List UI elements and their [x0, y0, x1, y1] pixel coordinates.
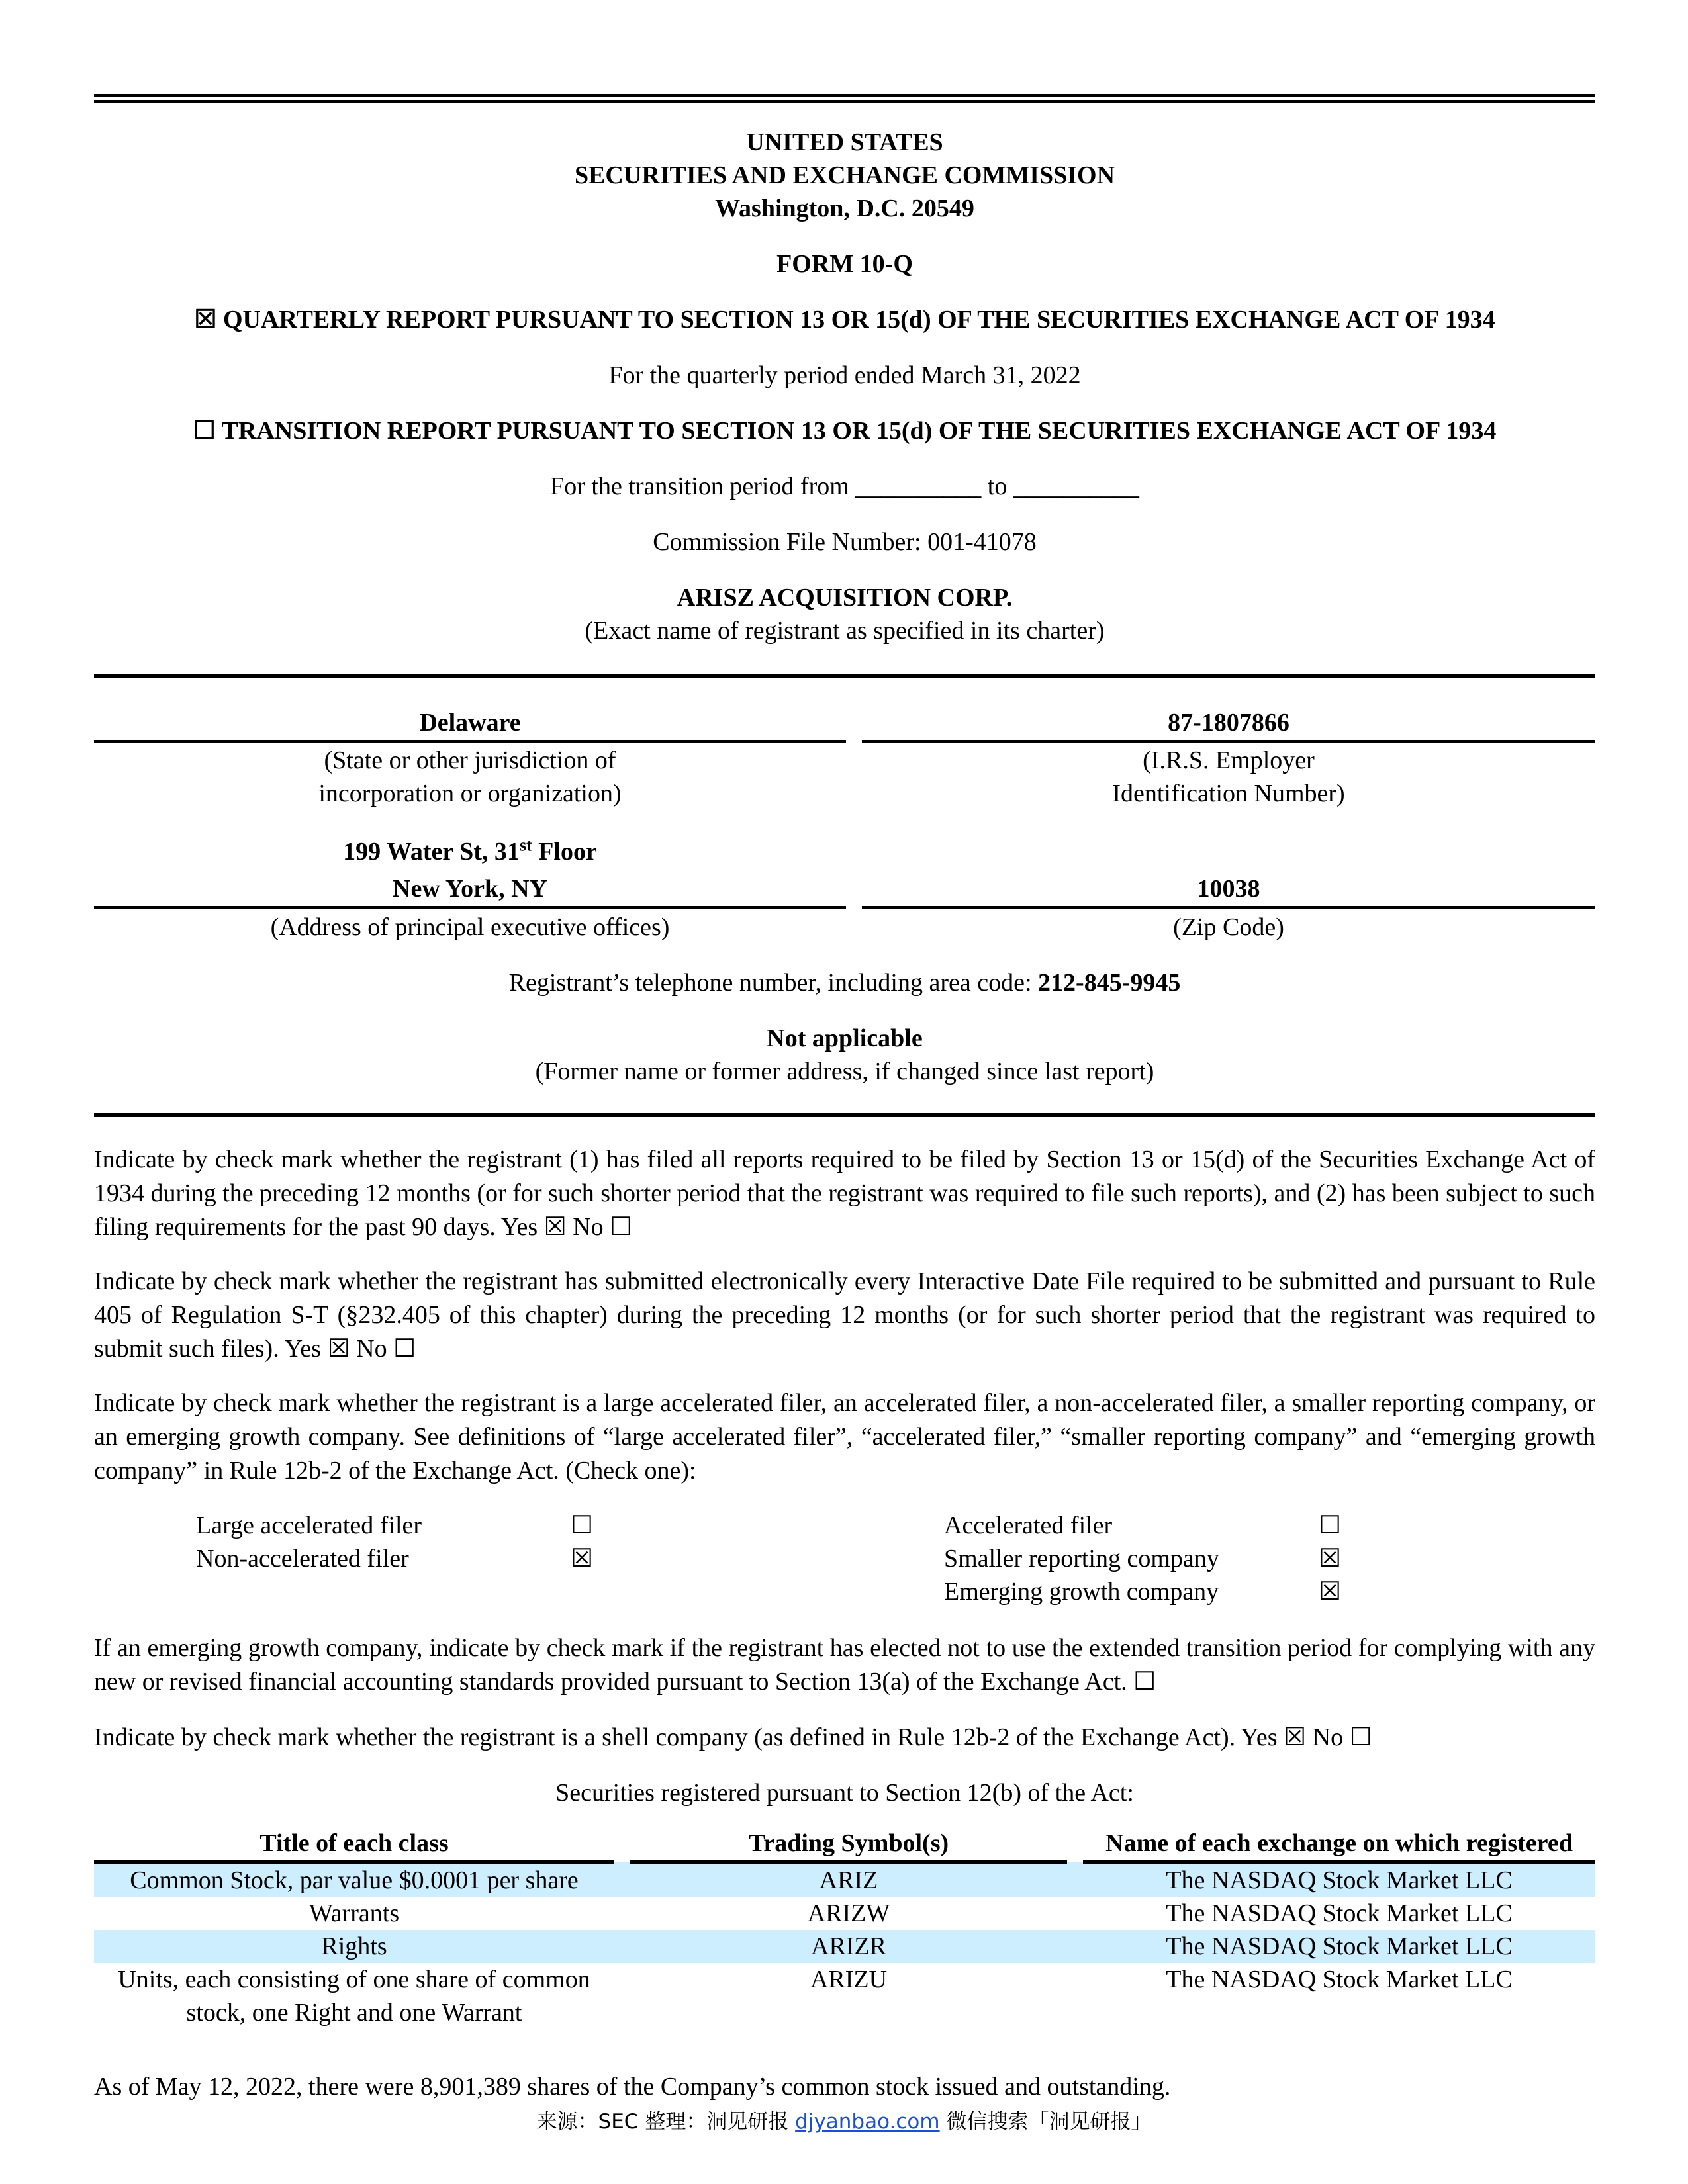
securities-table: [94, 1827, 1595, 2029]
telephone-label: Registrant’s telephone number, including area code:: [508, 969, 1039, 997]
smaller-reporting-company-checkbox[interactable]: ☒: [1319, 1545, 1342, 1572]
row-symbol: ARIZ: [630, 1862, 1067, 1897]
telephone-number: 212-845-9945: [1038, 969, 1181, 997]
non-accelerated-filer-label: Non-accelerated filer: [196, 1545, 409, 1572]
zip-underline: [862, 906, 1595, 909]
header-line-3: Washington, D.C. 20549: [715, 195, 974, 222]
form-type: FORM 10-Q: [776, 250, 913, 278]
footer-prefix: 来源：SEC 整理：洞见研报: [536, 2110, 796, 2134]
quarterly-report-line: [94, 303, 1595, 336]
row-title: Rights: [94, 1930, 614, 1963]
securities-table-header: [94, 1827, 1595, 1862]
row-symbol: ARIZU: [810, 1966, 888, 1993]
row-title: Common Stock, par value $0.0001 per share: [94, 1862, 614, 1897]
ein-caption-1: (I.R.S. Employer: [1143, 747, 1315, 774]
section-rule-2: [94, 1113, 1595, 1117]
emerging-growth-company-label: Emerging growth company: [944, 1578, 1219, 1606]
row-symbol: ARIZW: [807, 1899, 890, 1927]
registrant-name-caption: (Exact name of registrant as specified in its charter): [585, 617, 1105, 645]
accelerated-filer-label: Accelerated filer: [944, 1512, 1113, 1539]
ein-underline: [862, 740, 1595, 743]
row-exchange: The NASDAQ Stock Market LLC: [1083, 1862, 1595, 1897]
transition-period: For the transition period from __________ to __________: [550, 473, 1139, 500]
source-footer: [0, 2109, 1688, 2135]
large-accelerated-filer-checkbox[interactable]: ☐: [571, 1512, 594, 1539]
former-name-caption: (Former name or former address, if changed since last report): [535, 1058, 1154, 1085]
accelerated-filer-checkbox[interactable]: ☐: [1319, 1512, 1342, 1539]
address-line-2: New York, NY: [393, 875, 547, 903]
paragraph-filer-type: Indicate by check mark whether the registrant is a large accelerated filer, an accelerated filer, a non-accelerated filer, a smaller reporting company, or an emerging growth company. See definitions of “large accelerated filer”, “accelerated filer,” “smaller reporting company” and “emerging growth company” in Rule 12b-2 of the Exchange Act. (Check one):: [94, 1389, 1595, 1484]
row-exchange: The NASDAQ Stock Market LLC: [1166, 1899, 1513, 1927]
commission-file-number: Commission File Number: 001-41078: [653, 528, 1037, 556]
header-line-1: UNITED STATES: [746, 128, 943, 156]
paragraph-shell-company: Indicate by check mark whether the registrant is a shell company (as defined in Rule 12b-2 of the Exchange Act). Yes ☒ No ☐: [94, 1723, 1372, 1751]
row-exchange: The NASDAQ Stock Market LLC: [1083, 1930, 1595, 1963]
telephone-line: [94, 966, 1595, 999]
state-of-incorporation: Delaware: [419, 709, 521, 737]
registrant-name: ARISZ ACQUISITION CORP.: [677, 584, 1013, 612]
securities-registered-heading: Securities registered pursuant to Section 12(b) of the Act:: [555, 1779, 1134, 1807]
state-caption-2: incorporation or organization): [318, 780, 622, 807]
header-exchange: Name of each exchange on which registered: [1083, 1827, 1595, 1862]
quarterly-label: QUARTERLY REPORT PURSUANT TO SECTION 13 OR 15(d) OF THE SECURITIES EXCHANGE ACT OF 1934: [222, 306, 1495, 334]
table-row: [94, 1930, 1595, 1963]
address-caption: (Address of principal executive offices): [270, 913, 670, 941]
shares-outstanding: As of May 12, 2022, there were 8,901,389 shares of the Company’s common stock issued and outstanding.: [94, 2073, 1171, 2101]
header-title-of-class: Title of each class: [94, 1827, 614, 1862]
ein-caption-2: Identification Number): [1112, 780, 1345, 807]
quarterly-period: For the quarterly period ended March 31, 2022: [608, 361, 1081, 389]
transition-report-line: [94, 414, 1595, 447]
top-rule-second: [94, 100, 1595, 103]
former-name: Not applicable: [767, 1024, 923, 1052]
paragraph-emerging-growth: If an emerging growth company, indicate by check mark if the registrant has elected not to use the extended transition period for complying with any new or revised financial accounting standards provided pursuant to Section 13(a) of the Exchange Act. ☐: [94, 1634, 1595, 1696]
address-line-1: 199 Water St, 31st Floor: [343, 835, 597, 866]
table-row: [94, 1963, 1595, 2029]
zip-code: 10038: [1197, 875, 1260, 903]
state-caption-1: (State or other jurisdiction of: [324, 747, 616, 774]
table-row: [94, 1897, 1595, 1930]
footer-suffix: 微信搜索「洞见研报」: [939, 2110, 1152, 2134]
paragraph-filing-reports: Indicate by check mark whether the registrant (1) has filed all reports required to be filed by Section 13 or 15(d) of the Securities Exchange Act of 1934 during the preceding 12 months (or for such shorter period that the registrant was required to file such reports), and (2) has been subject to such filing requirements for the past 90 days. Yes ☒ No ☐: [94, 1146, 1595, 1241]
header-trading-symbol: Trading Symbol(s): [630, 1827, 1067, 1862]
row-exchange: The NASDAQ Stock Market LLC: [1166, 1966, 1513, 1993]
non-accelerated-filer-checkbox[interactable]: ☒: [571, 1545, 594, 1572]
table-row: [94, 1862, 1595, 1897]
quarterly-checkbox: ☒: [194, 306, 217, 334]
section-rule: [94, 674, 1595, 678]
paragraph-interactive-data: Indicate by check mark whether the registrant has submitted electronically every Interactive Date File required to be submitted and pursuant to Rule 405 of Regulation S-T (§232.405 of this chapter) during the preceding 12 months (or for such shorter period that the registrant was required to submit such files). Yes ☒ No ☐: [94, 1267, 1595, 1363]
transition-checkbox: ☐: [193, 417, 216, 445]
top-rule: [94, 94, 1595, 97]
emerging-growth-company-checkbox[interactable]: ☒: [1319, 1578, 1342, 1606]
row-title: Warrants: [308, 1899, 400, 1927]
transition-label: TRANSITION REPORT PURSUANT TO SECTION 13 OR 15(d) OF THE SECURITIES EXCHANGE ACT OF 1934: [221, 417, 1497, 445]
state-underline: [94, 740, 846, 743]
row-symbol: ARIZR: [630, 1930, 1067, 1963]
smaller-reporting-company-label: Smaller reporting company: [944, 1545, 1219, 1572]
zip-caption: (Zip Code): [1173, 913, 1284, 941]
address-underline: [94, 906, 846, 909]
header-line-2: SECURITIES AND EXCHANGE COMMISSION: [574, 161, 1115, 189]
footer-link[interactable]: djyanbao.com: [795, 2110, 940, 2134]
irs-ein: 87-1807866: [1168, 709, 1289, 737]
row-title: Units, each consisting of one share of common stock, one Right and one Warrant: [118, 1966, 590, 2026]
large-accelerated-filer-label: Large accelerated filer: [196, 1512, 422, 1539]
